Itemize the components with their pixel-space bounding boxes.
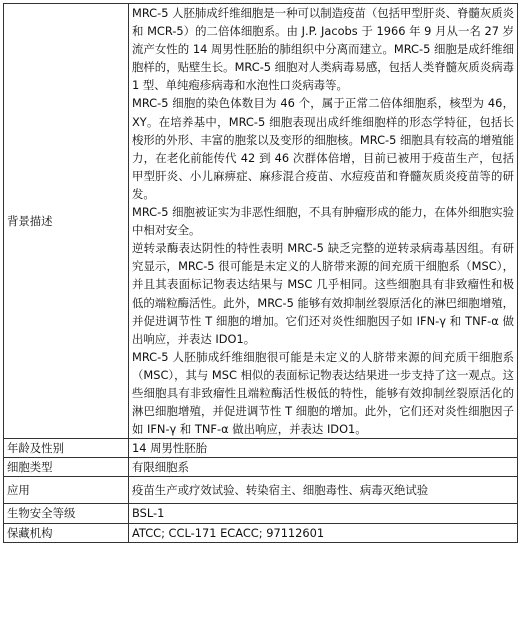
row-age-sex [4, 439, 518, 458]
value-background [129, 4, 518, 439]
row-biosafety [4, 504, 518, 523]
background-paragraph: 逆转录酶表达阴性的特性表明 MRC-5 缺乏完整的逆转录病毒基因组。有研究显示，MRC-5 很可能是未定义的人脐带来源的间充质干细胞系（MSC），并且其表面标记物表达结果与 MSC 几乎相同。这些细胞具有非致瘤性和极低的端粒酶活性。此外，MRC-5 能够有效抑制丝裂原活化的淋巴细胞增殖，并促进调节性 T 细胞的增加。它们还对炎性细胞因子如 IFN-γ 和 TNF-α 做出响应，并表达 IDO1。 [132, 241, 514, 346]
background-paragraph: MRC-5 人胚肺成纤维细胞是一种可以制造疫苗（包括甲型肝炎、脊髓灰质炎和 MCR-5）的二倍体细胞系。由 J.P. Jacobs 于 1966 年 9 月从一名 27 岁流产女性的 14 周男性胚胎的肺组织中分离而建立。MRC-5 细胞是成纤维细胞样的，贴壁生长。MRC-5 细胞对人类病毒易感，包括人类脊髓灰质炎病毒 1 型、单纯疱疹病毒和水泡性口炎病毒等。 [132, 6, 514, 93]
value-application: 疫苗生产或疗效试验、转染宿主、细胞毒性、病毒灭绝试验 [129, 477, 518, 504]
value-biosafety: BSL-1 [129, 504, 518, 523]
label-application: 应用 [4, 477, 129, 504]
label-background: 背景描述 [4, 4, 129, 439]
background-paragraph: MRC-5 人胚肺成纤维细胞很可能是未定义的人脐带来源的间充质干细胞系（MSC），其与 MSC 相似的表面标记物表达结果进一步支持了这一观点。这些细胞具有非致瘤性且端粒酶活性极低的特性，能够有效抑制丝裂原活化的淋巴细胞增殖，并促进调节性 T 细胞的增加。此外，它们还对炎性细胞因子如 IFN-γ 和 TNF-α 做出响应，并表达 IDO1。 [132, 349, 514, 437]
value-age-sex: 14 周男性胚胎 [129, 439, 518, 458]
background-paragraph: MRC-5 细胞的染色体数目为 46 个，属于正常二倍体细胞系，核型为 46，XY。在培养基中，MRC-5 细胞表现出成纤维细胞样的形态学特征，包括长梭形的外形、丰富的胞浆以及变形的细胞核。MRC-5 细胞具有较高的增殖能力，在老化前能传代 42 到 46 次群体倍增，目前已被用于疫苗生产，包括甲型肝炎、小儿麻痹症、麻疹混合疫苗、水痘疫苗和脊髓灰质炎疫苗等的研发。 [132, 96, 514, 201]
label-age-sex: 年龄及性别 [4, 439, 129, 458]
background-paragraph: MRC-5 细胞被证实为非恶性细胞，不具有肿瘤形成的能力，在体外细胞实验中相对安全。 [132, 205, 514, 238]
label-collection: 保藏机构 [4, 523, 129, 542]
value-cell-type: 有限细胞系 [129, 458, 518, 477]
info-table [3, 3, 518, 543]
value-collection: ATCC; CCL-171 ECACC; 97112601 [129, 523, 518, 542]
label-cell-type: 细胞类型 [4, 458, 129, 477]
row-collection [4, 523, 518, 542]
cell-line-info-sheet [3, 3, 518, 543]
row-application [4, 477, 518, 504]
row-background [4, 4, 518, 439]
row-cell-type [4, 458, 518, 477]
label-biosafety: 生物安全等级 [4, 504, 129, 523]
